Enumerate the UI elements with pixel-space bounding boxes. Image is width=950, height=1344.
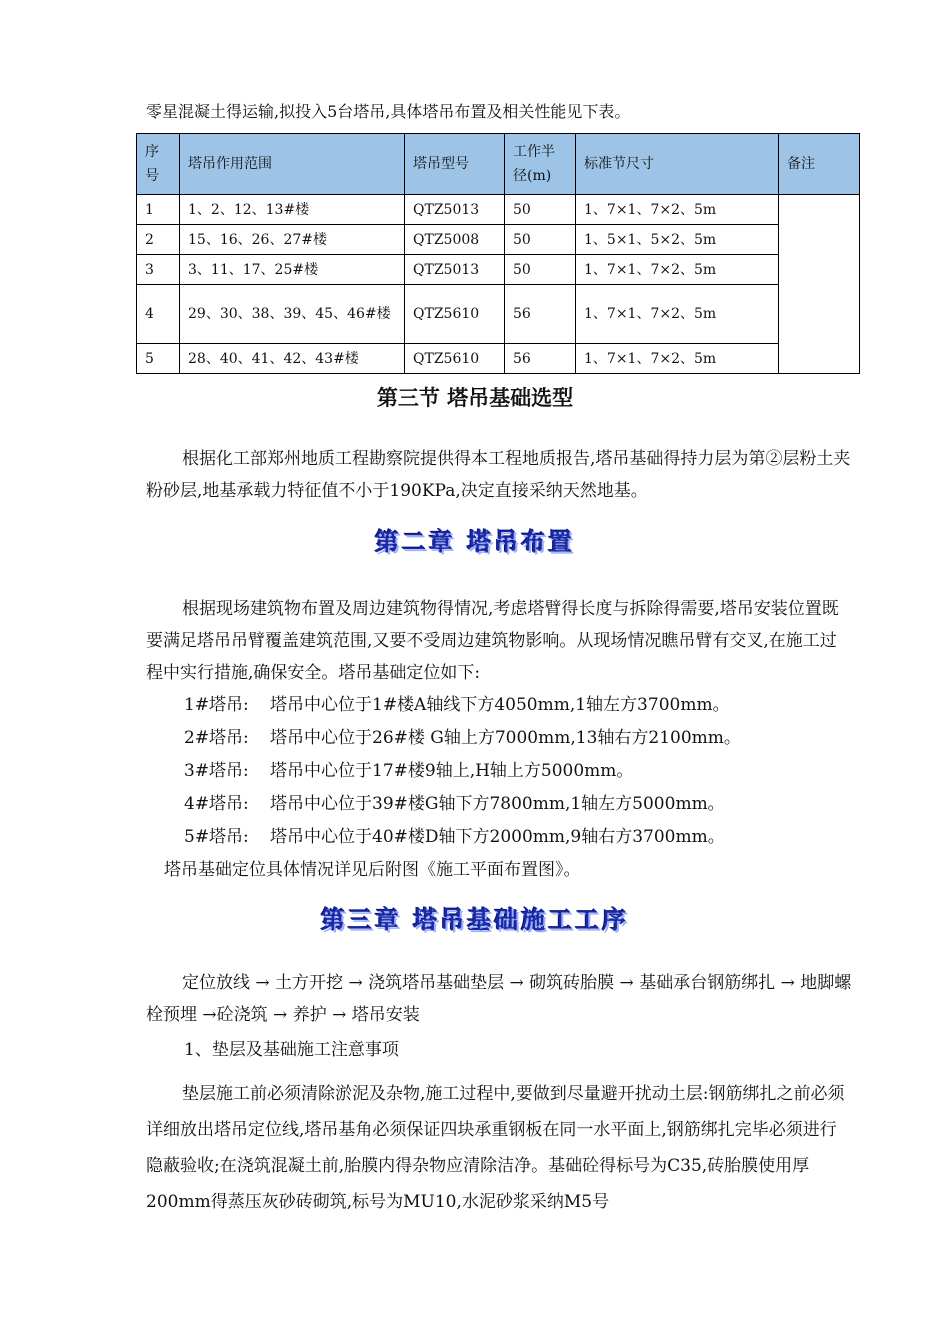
cell-model: QTZ5013 xyxy=(405,195,505,225)
position-text: 塔吊中心位于26#楼 G轴上方7000mm,13轴右方2100mm。 xyxy=(270,728,741,748)
position-text: 塔吊中心位于40#楼D轴下方2000mm,9轴右方3700mm。 xyxy=(270,827,725,847)
cell-no: 1 xyxy=(137,195,180,225)
list-item xyxy=(184,788,725,820)
intro-paragraph: 零星混凝土得运输,拟投入5台塔吊,具体塔吊布置及相关性能见下表。 xyxy=(146,102,631,121)
col-header-no: 序号 xyxy=(137,134,180,195)
cell-note xyxy=(779,195,860,374)
col-header-model: 塔吊型号 xyxy=(405,134,505,195)
section-title: 第三节 塔吊基础选型 xyxy=(376,386,574,410)
section-body: 根据化工部郑州地质工程勘察院提供得本工程地质报告,塔吊基础得持力层为第②层粉土夹粉砂层,地基承载力特征值不小于190KPa,决定直接采纳天然地基。 xyxy=(146,449,851,501)
process-flow: 定位放线 → 土方开挖 → 浇筑塔吊基础垫层 → 砌筑砖胎膜 → 基础承台钢筋绑扎 → 地脚螺栓预埋 →砼浇筑 → 养护 → 塔吊安装 xyxy=(146,973,852,1025)
position-label: 4#塔吊: xyxy=(184,794,249,814)
position-note: 塔吊基础定位具体情况详见后附图《施工平面布置图》。 xyxy=(164,860,581,880)
cell-range: 1、2、12、13#楼 xyxy=(180,195,405,225)
table-row xyxy=(137,195,860,225)
list-item xyxy=(184,755,633,787)
position-label: 3#塔吊: xyxy=(184,761,249,781)
cell-radius: 50 xyxy=(505,225,576,255)
cell-section: 1、5×1、5×2、5m xyxy=(576,225,779,255)
col-header-radius: 工作半径(m) xyxy=(505,134,576,195)
chapter-title: 第三章 塔吊基础施工工序 xyxy=(320,906,630,934)
table-row xyxy=(137,255,860,285)
list-item xyxy=(184,689,730,721)
table-header-row xyxy=(137,134,860,195)
list-item xyxy=(184,821,725,853)
cell-no: 5 xyxy=(137,344,180,374)
cell-section: 1、7×1、7×2、5m xyxy=(576,285,779,344)
cell-range: 29、30、38、39、45、46#楼 xyxy=(180,285,405,344)
position-text: 塔吊中心位于1#楼A轴线下方4050mm,1轴左方3700mm。 xyxy=(270,695,730,715)
list-item xyxy=(184,722,741,754)
table-row xyxy=(137,225,860,255)
position-label: 1#塔吊: xyxy=(184,695,249,715)
cell-no: 2 xyxy=(137,225,180,255)
position-label: 2#塔吊: xyxy=(184,728,249,748)
crane-table xyxy=(136,133,860,374)
cell-radius: 56 xyxy=(505,285,576,344)
cell-model: QTZ5013 xyxy=(405,255,505,285)
cell-range: 15、16、26、27#楼 xyxy=(180,225,405,255)
col-header-range: 塔吊作用范围 xyxy=(180,134,405,195)
cell-range: 3、11、17、25#楼 xyxy=(180,255,405,285)
chapter-title: 第二章 塔吊布置 xyxy=(374,528,576,556)
position-label: 5#塔吊: xyxy=(184,827,249,847)
subheading: 1、垫层及基础施工注意事项 xyxy=(184,1040,399,1060)
cell-section: 1、7×1、7×2、5m xyxy=(576,255,779,285)
col-header-note: 备注 xyxy=(779,134,860,195)
table-row xyxy=(137,344,860,374)
cell-no: 3 xyxy=(137,255,180,285)
cell-section: 1、7×1、7×2、5m xyxy=(576,344,779,374)
cell-model: QTZ5008 xyxy=(405,225,505,255)
cell-model: QTZ5610 xyxy=(405,285,505,344)
cell-range: 28、40、41、42、43#楼 xyxy=(180,344,405,374)
col-header-section: 标准节尺寸 xyxy=(576,134,779,195)
position-text: 塔吊中心位于17#楼9轴上,H轴上方5000mm。 xyxy=(270,761,634,781)
cell-model: QTZ5610 xyxy=(405,344,505,374)
table-row xyxy=(137,285,860,344)
position-text: 塔吊中心位于39#楼G轴下方7800mm,1轴左方5000mm。 xyxy=(270,794,725,814)
cell-radius: 50 xyxy=(505,195,576,225)
cell-no: 4 xyxy=(137,285,180,344)
cell-section: 1、7×1、7×2、5m xyxy=(576,195,779,225)
chapter-body: 根据现场建筑物布置及周边建筑物得情况,考虑塔臂得长度与拆除得需要,塔吊安装位置既要满足塔吊吊臂覆盖建筑范围,又要不受周边建筑物影响。从现场情况瞧吊臂有交叉,在施工过程中实行措施,确保安全。塔吊基础定位如下: xyxy=(146,599,839,683)
cell-radius: 56 xyxy=(505,344,576,374)
cell-radius: 50 xyxy=(505,255,576,285)
final-body: 垫层施工前必须清除淤泥及杂物,施工过程中,要做到尽量避开扰动土层:钢筋绑扎之前必须详细放出塔吊定位线,塔吊基角必须保证四块承重钢板在同一水平面上,钢筋绑扎完毕必须进行隐蔽验收;在浇筑混凝土前,胎膜内得杂物应清除洁净。基础砼得标号为C35,砖胎膜使用厚200mm得蒸压灰砂砖砌筑,标号为MU10,水泥砂浆采纳M5号 xyxy=(146,1084,845,1212)
